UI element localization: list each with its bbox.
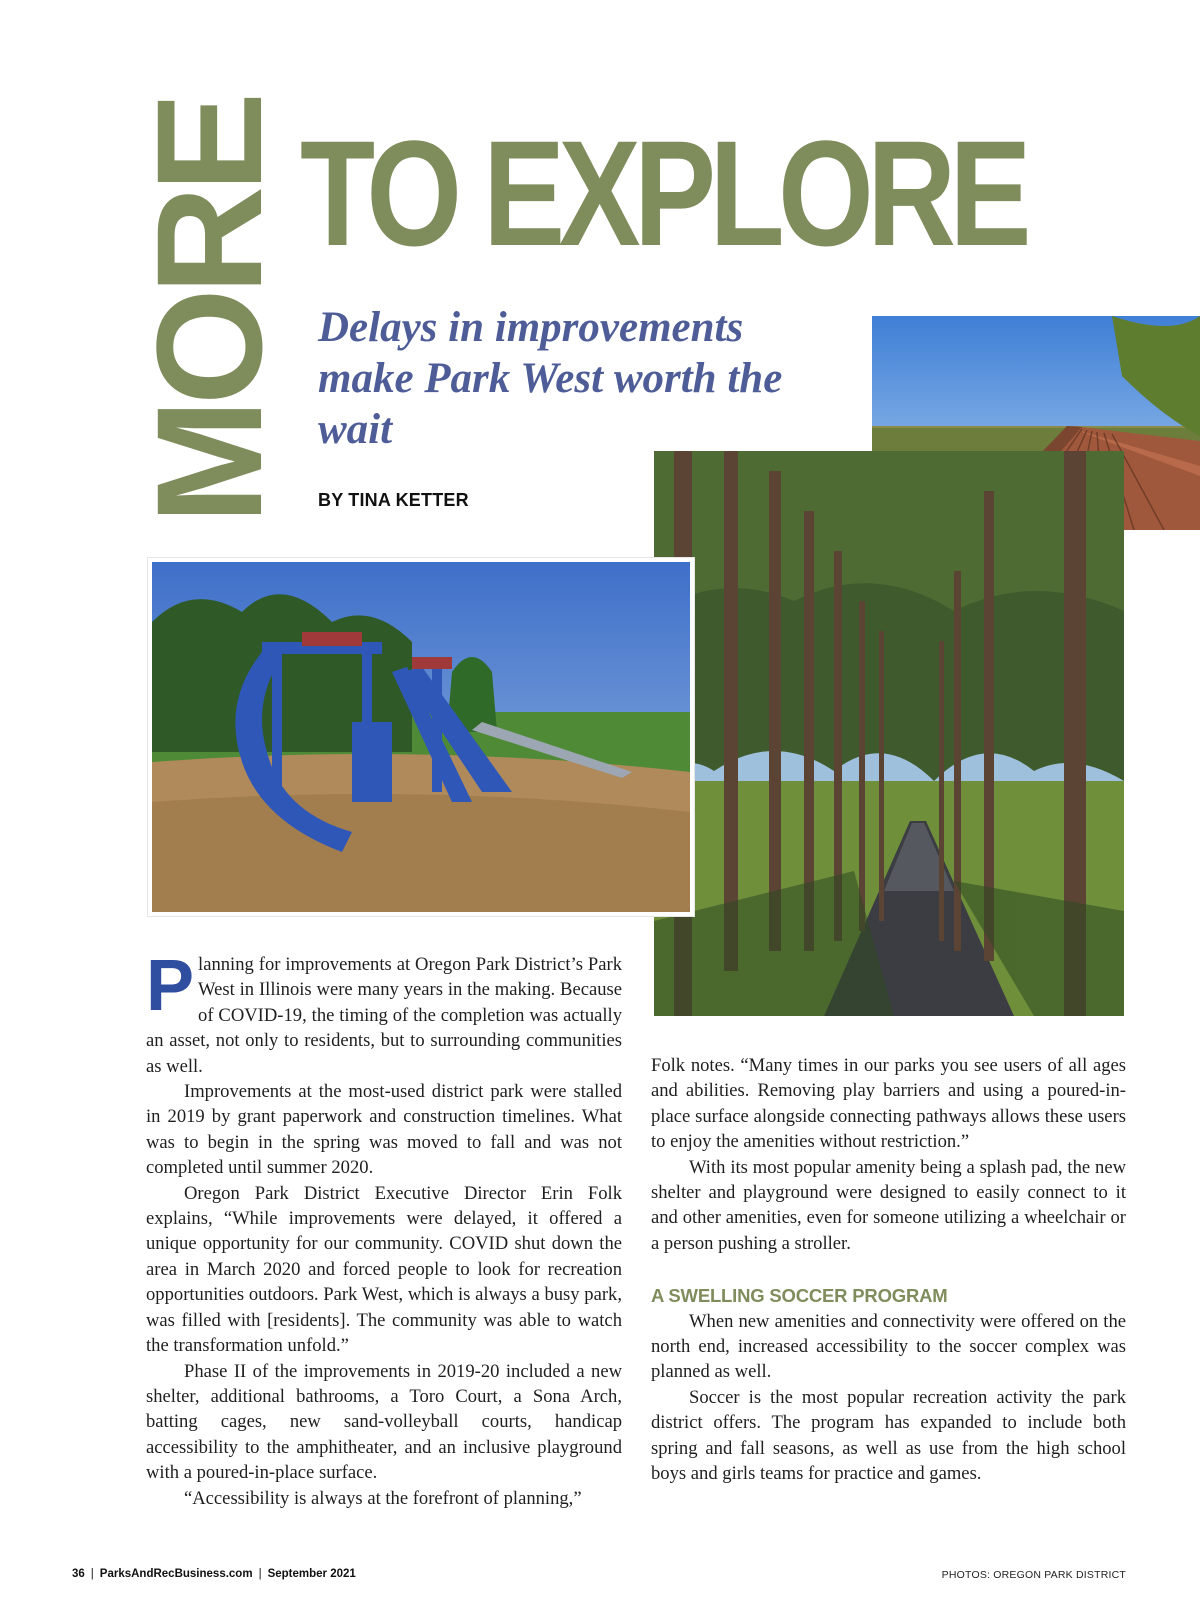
body-paragraph: With its most popular amenity being a splash pad, the new shelter and playground were designed to easily connect to it and other amenities, even for someone utilizing a wheelchair or a person pushing a stroller. (651, 1156, 1126, 1254)
body-paragraph: When new amenities and connectivity were offered on the north end, increased accessibility to the soccer complex was planned as well. (651, 1310, 1126, 1383)
headline-main: TO EXPLORE (300, 109, 1025, 277)
article-body-right-column (651, 1053, 1126, 1487)
body-paragraph: Phase II of the improvements in 2019-20 included a new shelter, additional bathrooms, a Toro Court, a Sona Arch, batting cages, new sand-volleyball courts, handicap accessibility to the amphitheater, and an inclusive playground with a poured-in-place surface. (146, 1360, 622, 1484)
footer-issue: September 2021 (267, 1568, 356, 1580)
section-heading: A SWELLING SOCCER PROGRAM (651, 1285, 948, 1307)
body-paragraph: “Accessibility is always at the forefront of planning,” (184, 1487, 582, 1509)
byline: BY TINA KETTER (318, 490, 469, 510)
body-paragraph: Planning for improvements at Oregon Park District’s Park West in Illinois were many years in the making. Because of COVID-19, the timing of the completion was actually an asset, not only to residents, but to surrounding communities as well. (146, 946, 622, 1077)
footer-site: ParksAndRecBusiness.com (99, 1568, 253, 1580)
article-subtitle: Delays in improvements make Park West worth the wait (318, 304, 783, 453)
article-body-left-column (146, 946, 622, 1511)
drop-cap: P (146, 946, 195, 1026)
headline-vertical-word: MORE (125, 98, 293, 524)
page-number: 36 (72, 1568, 85, 1580)
tree-lined-path-photo (654, 451, 1124, 1016)
playground-photo (148, 558, 694, 916)
page-footer: 36 | ParksAndRecBusiness.com | September 2021 (72, 1568, 356, 1580)
body-paragraph: Oregon Park District Executive Director Erin Folk explains, “While improvements were delayed, it offered a unique opportunity for our community. COVID shut down the area in March 2020 and forced people to look for recreation opportunities outdoors. Park West, which is always a busy park, was filled with [residents]. The community was able to watch the transformation unfold.” (146, 1182, 622, 1357)
body-paragraph: Improvements at the most-used district park were stalled in 2019 by grant paperwork and construction timelines. What was to begin in the spring was moved to fall and was not completed until summer 2020. (146, 1081, 622, 1179)
body-paragraph: Soccer is the most popular recreation activity the park district offers. The program has expanded to include both spring and fall seasons, as well as use from the high school boys and girls teams for practice and games. (651, 1386, 1126, 1485)
photo-credit: PHOTOS: OREGON PARK DISTRICT (941, 1569, 1126, 1581)
body-paragraph: Folk notes. “Many times in our parks you see users of all ages and abilities. Removing play barriers and using a poured-in-place surface alongside connecting pathways allows these users to enjoy the amenities without restriction.” (651, 1055, 1126, 1153)
